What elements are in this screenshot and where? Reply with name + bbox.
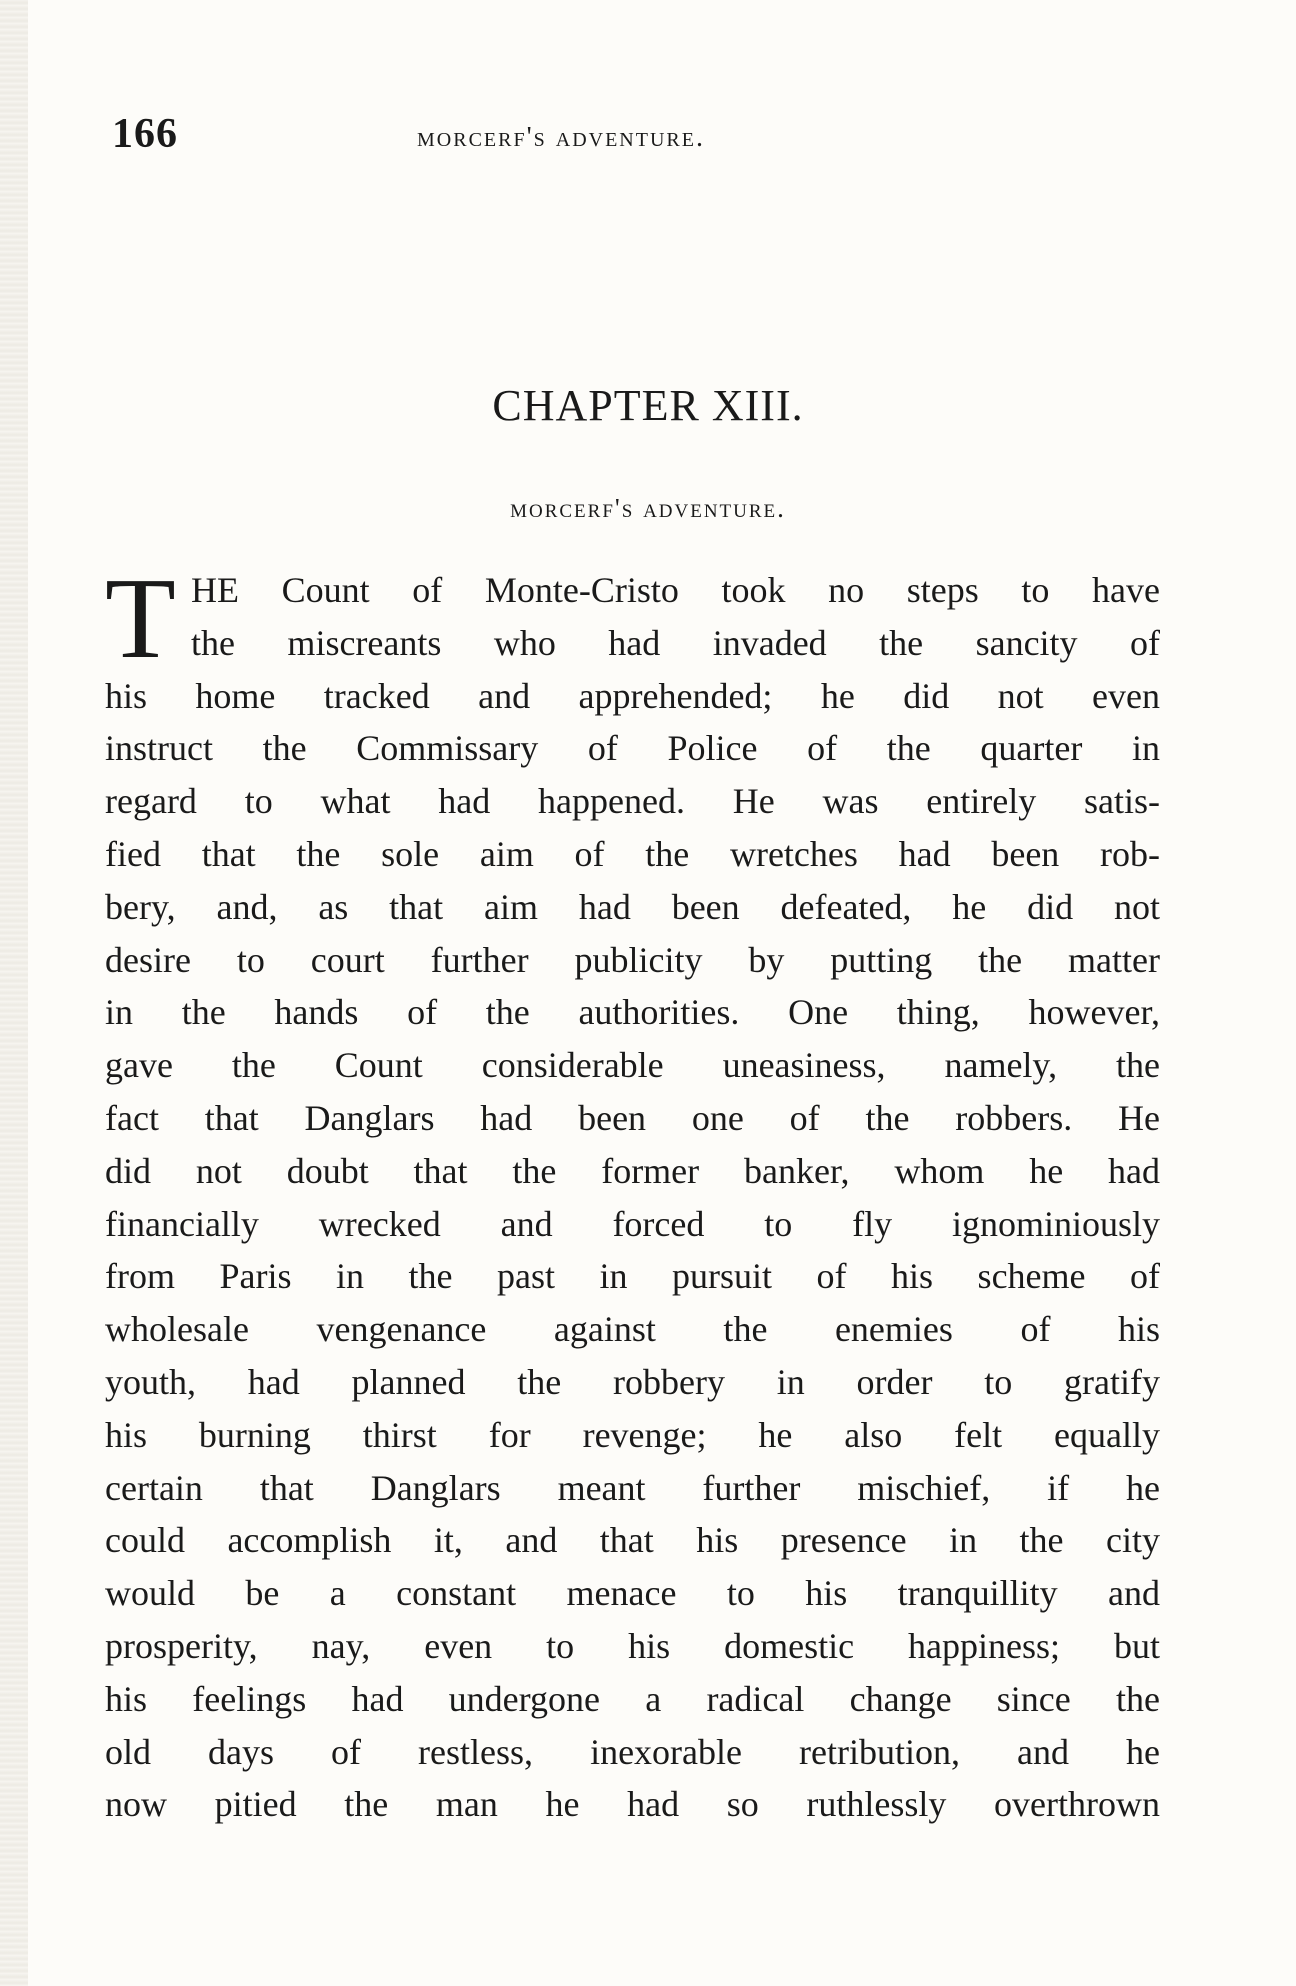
chapter-subtitle: morcerf's adventure. bbox=[510, 493, 786, 523]
running-title: morcerf's adventure. bbox=[417, 122, 705, 153]
chapter-heading: CHAPTER XIII. bbox=[492, 381, 804, 430]
text-line: could accomplish it, and that his presence in the city bbox=[105, 1520, 1160, 1561]
text-line: fact that Danglars had been one of the robbers. He bbox=[105, 1097, 1160, 1138]
text-line: certain that Danglars meant further mischief, if he bbox=[105, 1467, 1160, 1508]
text-line: fied that the sole aim of the wretches had been rob- bbox=[105, 833, 1160, 874]
text-line: HE Count of Monte-Cristo took no steps to have bbox=[191, 570, 1160, 610]
text-line: in the hands of the authorities. One thing, however, bbox=[105, 992, 1160, 1033]
text-line: bery, and, as that aim had been defeated, he did not bbox=[105, 886, 1160, 927]
drop-cap: T bbox=[105, 555, 176, 683]
text-line: gave the Count considerable uneasiness, namely, the bbox=[105, 1045, 1160, 1086]
text-lines bbox=[105, 555, 1160, 1831]
text-line: now pitied the man he had so ruthlessly overthrown bbox=[105, 1784, 1160, 1825]
body-text bbox=[105, 555, 1160, 1831]
text-line: from Paris in the past in pursuit of his scheme of bbox=[105, 1256, 1160, 1297]
text-line: his burning thirst for revenge; he also felt equally bbox=[105, 1414, 1160, 1455]
running-head bbox=[112, 110, 1172, 160]
text-line: prosperity, nay, even to his domestic happiness; but bbox=[105, 1625, 1160, 1666]
text-line: old days of restless, inexorable retribution, and he bbox=[105, 1731, 1160, 1772]
text-line: did not doubt that the former banker, whom he had bbox=[105, 1150, 1160, 1191]
page-number: 166 bbox=[112, 111, 178, 157]
text-line: youth, had planned the robbery in order to gratify bbox=[105, 1361, 1160, 1402]
text-line: the miscreants who had invaded the sancity of bbox=[191, 622, 1160, 663]
text-line: his feelings had undergone a radical change since the bbox=[105, 1678, 1160, 1719]
text-line: instruct the Commissary of Police of the quarter in bbox=[105, 728, 1160, 769]
text-line: his home tracked and apprehended; he did not even bbox=[105, 675, 1160, 716]
text-line: desire to court further publicity by putting the matter bbox=[105, 939, 1160, 980]
text-line: regard to what had happened. He was entirely satis- bbox=[105, 781, 1160, 822]
text-line: wholesale vengenance against the enemies of his bbox=[105, 1309, 1160, 1350]
page-edge-scan-artifact bbox=[0, 0, 28, 1986]
text-line: financially wrecked and forced to fly ignominiously bbox=[105, 1203, 1160, 1244]
text-line: would be a constant menace to his tranquillity and bbox=[105, 1573, 1160, 1614]
